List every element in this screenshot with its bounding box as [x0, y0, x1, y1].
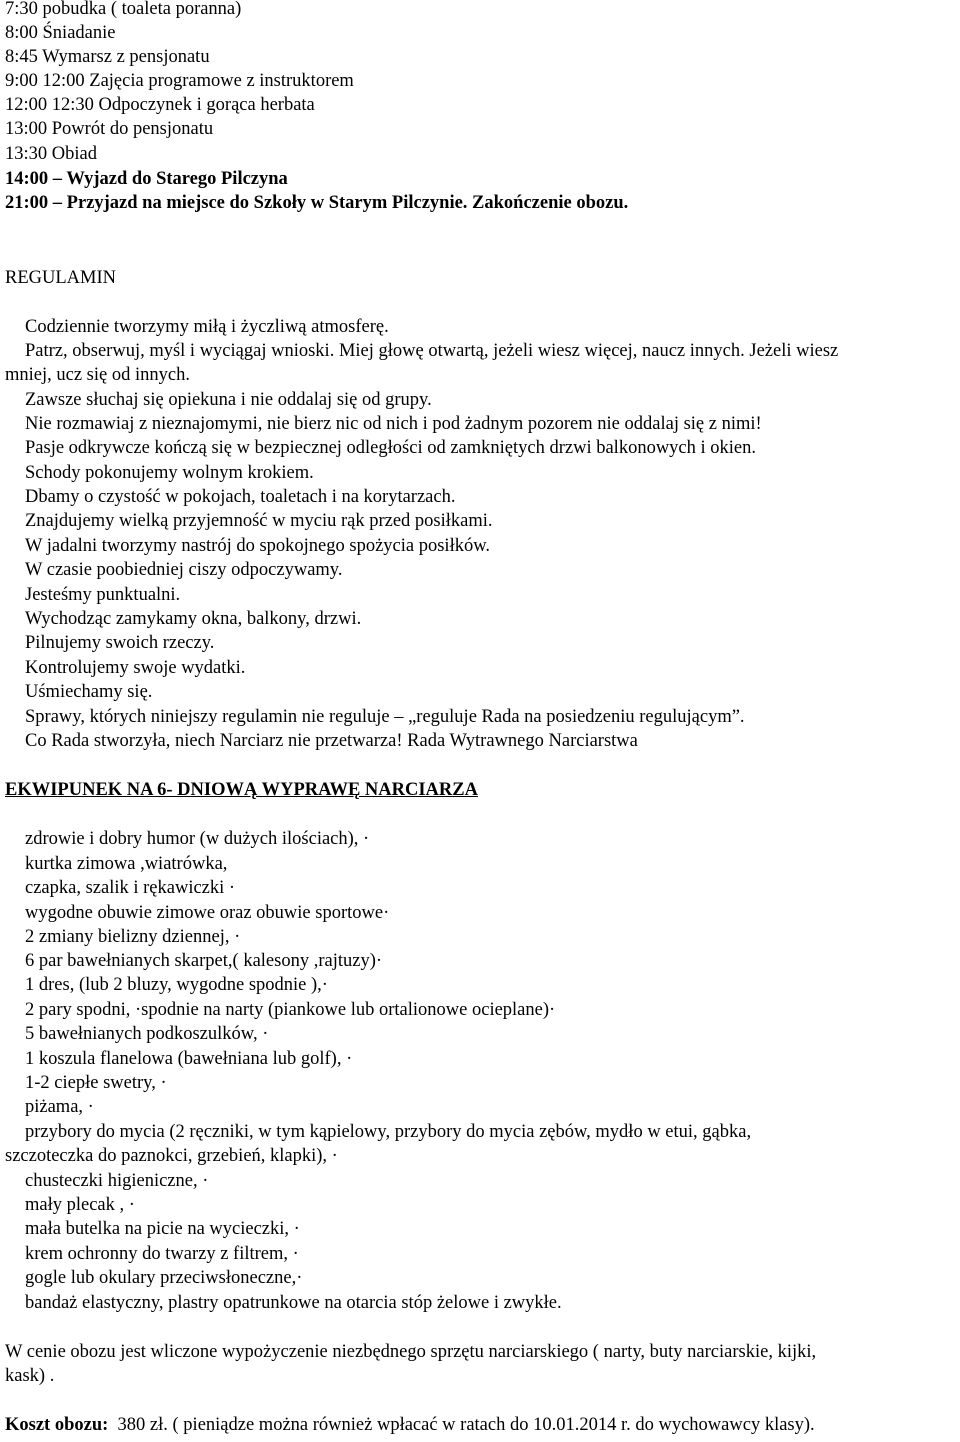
note-line: kask) . — [5, 1366, 55, 1386]
rule-line: W czasie poobiedniej ciszy odpoczywamy. — [25, 560, 343, 580]
rule-line: Patrz, obserwuj, myśl i wyciągaj wnioski. Miej głowę otwartą, jeżeli wiesz więcej, naucz innych. Jeżeli wiesz — [25, 341, 839, 361]
rule-line: Zawsze słuchaj się opiekuna i nie oddalaj się od grupy. — [25, 390, 432, 410]
schedule-item-bold: 14:00 – Wyjazd do Starego Pilczyna — [5, 169, 288, 189]
rule-line: W jadalni tworzymy nastrój do spokojnego spożycia posiłków. — [25, 536, 490, 556]
equipment-item: 2 zmiany bielizny dziennej, · — [25, 927, 241, 947]
equipment-item: 5 bawełnianych podkoszulków, · — [25, 1024, 269, 1044]
rule-line: Wychodząc zamykamy okna, balkony, drzwi. — [25, 609, 362, 629]
ekwipunek-heading: EKWIPUNEK NA 6- DNIOWĄ WYPRAWĘ NARCIARZA — [5, 780, 478, 800]
equipment-item: chusteczki higieniczne, · — [25, 1171, 209, 1191]
equipment-item: mała butelka na picie na wycieczki, · — [25, 1219, 300, 1239]
rule-line: Kontrolujemy swoje wydatki. — [25, 658, 246, 678]
schedule-item: 7:30 pobudka ( toaleta poranna) — [5, 0, 242, 19]
rule-line: Co Rada stworzyła, niech Narciarz nie przetwarza! Rada Wytrawnego Narciarstwa — [25, 731, 638, 751]
schedule-item: 13:00 Powrót do pensjonatu — [5, 119, 214, 139]
equipment-item: 1 dres, (lub 2 bluzy, wygodne spodnie ),· — [25, 975, 328, 995]
equipment-item: 6 par bawełnianych skarpet,( kalesony ,rajtuzy)· — [25, 951, 383, 971]
schedule-item: 8:00 Śniadanie — [5, 23, 116, 43]
equipment-item: 1 koszula flanelowa (bawełniana lub golf), · — [25, 1049, 353, 1069]
schedule-item: 12:00 12:30 Odpoczynek i gorąca herbata — [5, 95, 315, 115]
rule-line: Dbamy o czystość w pokojach, toaletach i na korytarzach. — [25, 487, 456, 507]
equipment-item: bandaż elastyczny, plastry opatrunkowe na otarcia stóp żelowe i zwykłe. — [25, 1293, 562, 1313]
rule-line: Schody pokonujemy wolnym krokiem. — [25, 463, 314, 483]
equipment-item: krem ochronny do twarzy z filtrem, · — [25, 1244, 299, 1264]
equipment-item: kurtka zimowa ,wiatrówka, — [25, 854, 228, 874]
schedule-item: 8:45 Wymarsz z pensjonatu — [5, 47, 210, 67]
rule-line: Codziennie tworzymy miłą i życzliwą atmosferę. — [25, 317, 389, 337]
regulamin-heading: REGULAMIN — [5, 268, 116, 288]
equipment-item: gogle lub okulary przeciwsłoneczne,· — [25, 1268, 303, 1288]
rule-line: Pasje odkrywcze kończą się w bezpiecznej odległości od zamkniętych drzwi balkonowych i okien. — [25, 438, 757, 458]
cost-value: 380 zł. ( pieniądze można również wpłacać w ratach do 10.01.2014 r. do wychowawcy klasy). — [108, 1415, 815, 1435]
cost-line — [5, 1413, 815, 1437]
equipment-item: wygodne obuwie zimowe oraz obuwie sportowe· — [25, 903, 390, 923]
rule-line: Znajdujemy wielką przyjemność w myciu rąk przed posiłkami. — [25, 511, 493, 531]
schedule-item-bold: 21:00 – Przyjazd na miejsce do Szkoły w Starym Pilczynie. Zakończenie obozu. — [5, 193, 629, 213]
rule-line: Nie rozmawiaj z nieznajomymi, nie bierz nic od nich i pod żadnym pozorem nie oddalaj się z nimi! — [25, 414, 762, 434]
equipment-item: piżama, · — [25, 1097, 94, 1117]
equipment-item: zdrowie i dobry humor (w dużych ilościach), · — [25, 829, 370, 849]
note-line: W cenie obozu jest wliczone wypożyczenie niezbędnego sprzętu narciarskiego ( narty, buty narciarskie, kijki, — [5, 1342, 817, 1362]
equipment-item: mały plecak , · — [25, 1195, 135, 1215]
rule-line: Pilnujemy swoich rzeczy. — [25, 633, 215, 653]
equipment-item: 2 pary spodni, ·spodnie na narty (piankowe lub ortalionowe ocieplane)· — [25, 1000, 556, 1020]
cost-label: Koszt obozu: — [5, 1415, 109, 1435]
equipment-item: 1-2 ciepłe swetry, · — [25, 1073, 167, 1093]
rule-line: Sprawy, których niniejszy regulamin nie reguluje – „reguluje Rada na posiedzeniu regulującym”. — [25, 707, 745, 727]
rule-line: Uśmiechamy się. — [25, 682, 153, 702]
rule-line: Jesteśmy punktualni. — [25, 585, 181, 605]
schedule-item: 9:00 12:00 Zajęcia programowe z instruktorem — [5, 71, 354, 91]
equipment-item: szczoteczka do paznokci, grzebień, klapki), · — [5, 1146, 338, 1166]
equipment-item: czapka, szalik i rękawiczki · — [25, 878, 236, 898]
equipment-item: przybory do mycia (2 ręczniki, w tym kąpielowy, przybory do mycia zębów, mydło w etui, gąbka, — [25, 1122, 752, 1142]
rule-line: mniej, ucz się od innych. — [5, 365, 190, 385]
schedule-item: 13:30 Obiad — [5, 144, 97, 164]
